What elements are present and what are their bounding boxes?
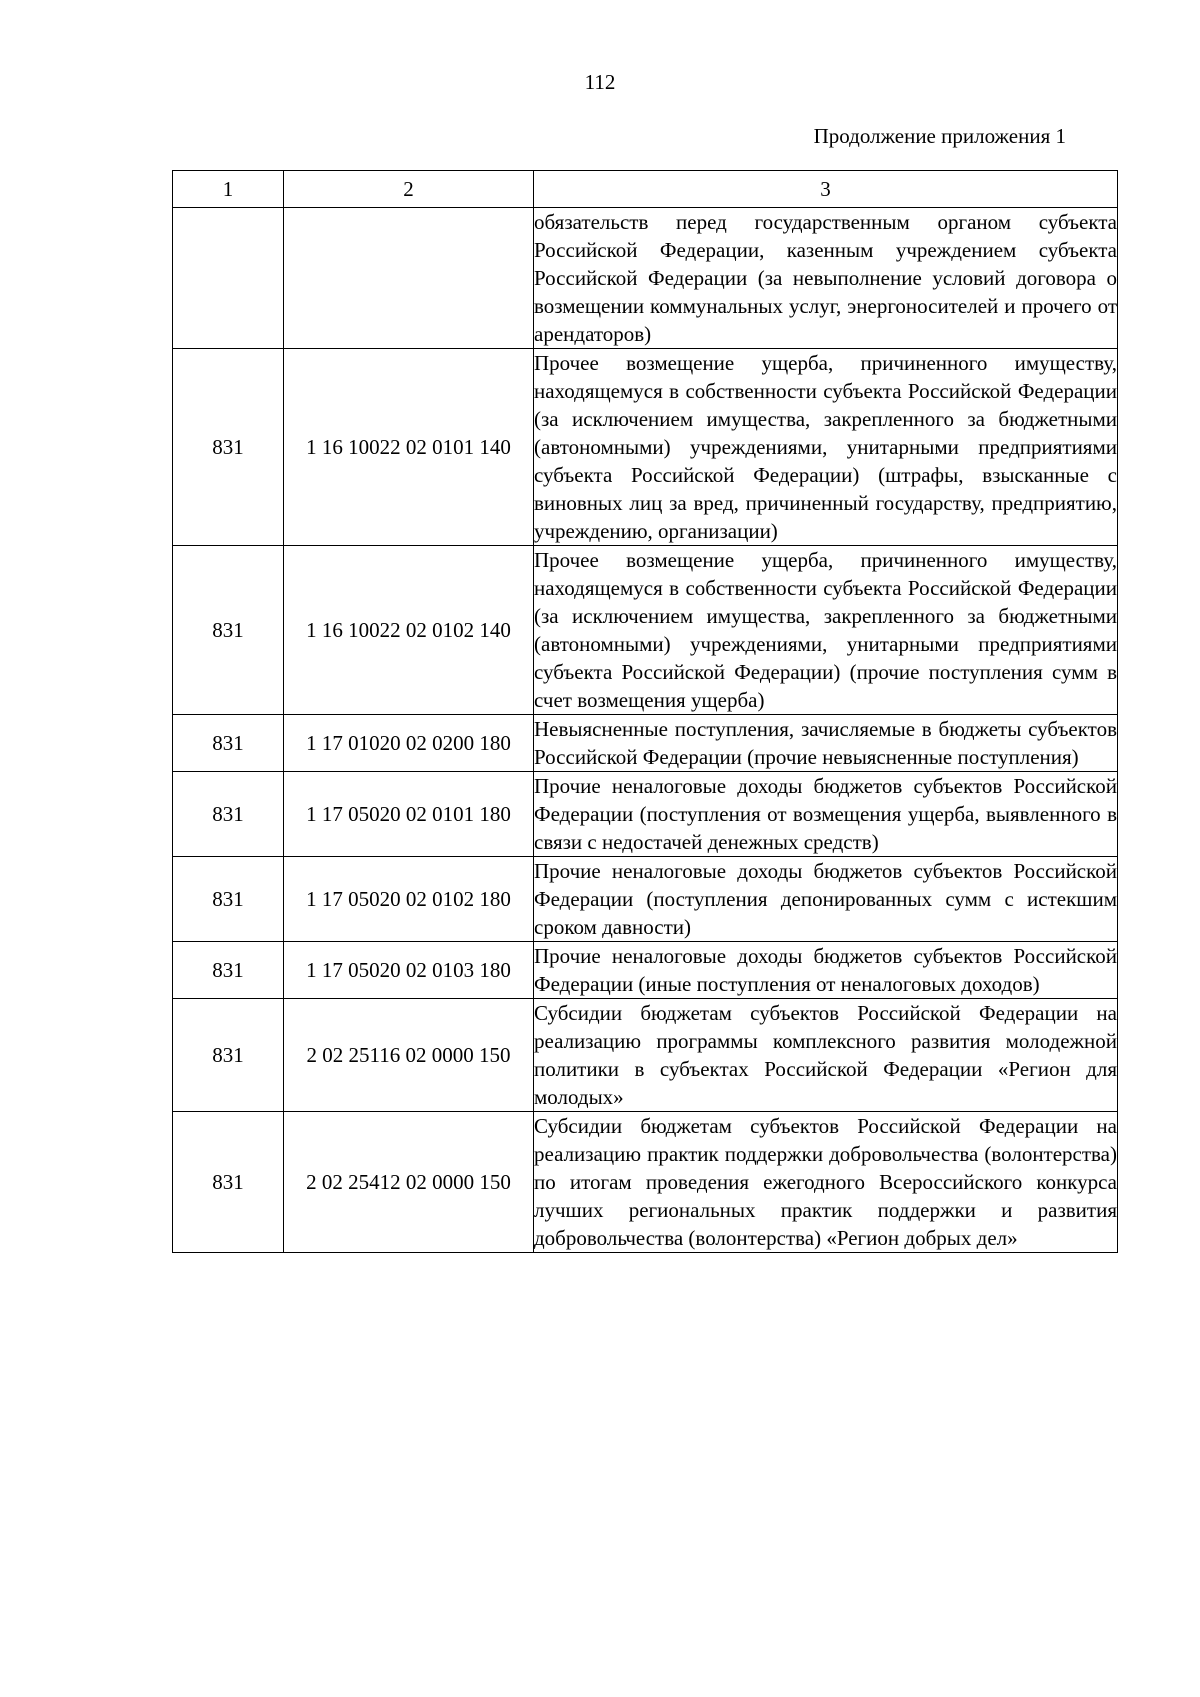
description-cell: Прочие неналоговые доходы бюджетов субъектов Российской Федерации (поступления от возмещения ущерба, выявленного в связи с недостачей денежных средств) [534, 772, 1118, 857]
description-cell: Прочее возмещение ущерба, причиненного имуществу, находящемуся в собственности субъекта Российской Федерации (за исключением имущества, закрепленного за бюджетными (автономными) учреждениями, унитарными предприятиями субъекта Российской Федерации) (штрафы, взысканные с виновных лиц за вред, причиненный государству, предприятию, учреждению, организации) [534, 349, 1118, 546]
budget-code-cell: 1 17 05020 02 0103 180 [284, 942, 534, 999]
description-cell: Прочие неналоговые доходы бюджетов субъектов Российской Федерации (иные поступления от неналоговых доходов) [534, 942, 1118, 999]
admin-code-cell: 831 [173, 1112, 284, 1253]
admin-code-cell: 831 [173, 772, 284, 857]
description-cell: Прочие неналоговые доходы бюджетов субъектов Российской Федерации (поступления депонированных сумм с истекшим сроком давности) [534, 857, 1118, 942]
table-row [173, 999, 1118, 1112]
budget-code-cell: 1 17 01020 02 0200 180 [284, 715, 534, 772]
table-header-row [173, 171, 1118, 208]
table-row [173, 208, 1118, 349]
admin-code-cell: 831 [173, 942, 284, 999]
admin-code-cell: 831 [173, 546, 284, 715]
table-row [173, 857, 1118, 942]
budget-code-cell: 2 02 25116 02 0000 150 [284, 999, 534, 1112]
budget-code-cell: 2 02 25412 02 0000 150 [284, 1112, 534, 1253]
admin-code-cell: 831 [173, 999, 284, 1112]
table-row [173, 1112, 1118, 1253]
admin-code-cell: 831 [173, 857, 284, 942]
continuation-label: Продолжение приложения 1 [813, 124, 1066, 148]
budget-code-cell: 1 17 05020 02 0101 180 [284, 772, 534, 857]
table-row [173, 942, 1118, 999]
table-row [173, 772, 1118, 857]
column-header-3: 3 [534, 171, 1118, 208]
income-codes-table [172, 170, 1118, 1253]
description-cell: Субсидии бюджетам субъектов Российской Федерации на реализацию практик поддержки добровольчества (волонтерства) по итогам проведения ежегодного Всероссийского конкурса лучших региональных практик поддержки и развития добровольчества (волонтерства) «Регион добрых дел» [534, 1112, 1118, 1253]
budget-code-cell: 1 16 10022 02 0101 140 [284, 349, 534, 546]
table-row [173, 715, 1118, 772]
budget-code-cell: 1 17 05020 02 0102 180 [284, 857, 534, 942]
description-cell: обязательств перед государственным органом субъекта Российской Федерации, казенным учреждением субъекта Российской Федерации (за невыполнение условий договора о возмещении коммунальных услуг, энергоносителей и прочего от арендаторов) [534, 208, 1118, 349]
description-cell: Субсидии бюджетам субъектов Российской Федерации на реализацию программы комплексного развития молодежной политики в субъектах Российской Федерации «Регион для молодых» [534, 999, 1118, 1112]
page-number: 112 [584, 70, 616, 94]
column-header-2: 2 [284, 171, 534, 208]
budget-code-cell [284, 208, 534, 349]
table-row [173, 349, 1118, 546]
description-cell: Невыясненные поступления, зачисляемые в бюджеты субъектов Российской Федерации (прочие невыясненные поступления) [534, 715, 1118, 772]
admin-code-cell: 831 [173, 715, 284, 772]
budget-code-cell: 1 16 10022 02 0102 140 [284, 546, 534, 715]
admin-code-cell: 831 [173, 349, 284, 546]
table-row [173, 546, 1118, 715]
admin-code-cell [173, 208, 284, 349]
description-cell: Прочее возмещение ущерба, причиненного имуществу, находящемуся в собственности субъекта Российской Федерации (за исключением имущества, закрепленного за бюджетными (автономными) учреждениями, унитарными предприятиями субъекта Российской Федерации) (прочие поступления сумм в счет возмещения ущерба) [534, 546, 1118, 715]
column-header-1: 1 [173, 171, 284, 208]
